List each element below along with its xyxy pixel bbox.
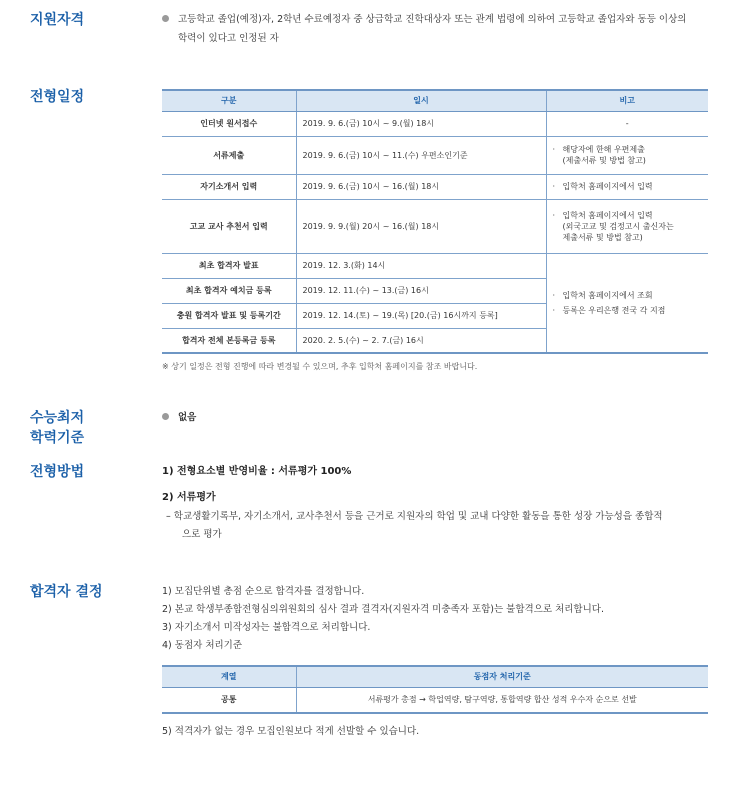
schedule-body (162, 89, 710, 372)
row-date: 2019. 12. 14.(토) ~ 19.(목) [20.(금) 16시까지 등록] (296, 303, 546, 328)
method-item-2-desc (162, 508, 710, 544)
row-note: - (546, 111, 708, 136)
row-name: 고교 교사 추천서 입력 (162, 199, 296, 253)
table-row (162, 111, 708, 136)
schedule-footnote: ※ 상기 일정은 전형 진행에 따라 변경될 수 있으며, 추후 입학처 홈페이지를 참조 바랍니다. (162, 362, 478, 371)
eligibility-title: 지원자격 (30, 12, 85, 28)
schedule-header-row (162, 90, 708, 111)
csat-title-line-1: 수능최저 (30, 410, 85, 426)
note-bullet: · (552, 305, 556, 315)
row-note (546, 136, 708, 174)
method-desc-line-2: 으로 평가 (182, 529, 222, 540)
header-rule: 동점자 처리기준 (296, 666, 708, 687)
csat-title-line-2: 학력기준 (30, 430, 85, 446)
decision-item-1: 1) 모집단위별 총점 순으로 합격자를 결정합니다. (162, 586, 365, 597)
decision-body (162, 583, 710, 741)
row-date: 2020. 2. 5.(수) ~ 2. 7.(금) 16시 (296, 328, 546, 353)
row-name: 서류제출 (162, 136, 296, 174)
decision-item-4: 4) 동점자 처리기준 (162, 640, 243, 651)
row-date: 2019. 9. 6.(금) 10시 ~ 9.(월) 18시 (296, 111, 546, 136)
tie-break-table (162, 665, 708, 714)
table-row (162, 687, 708, 713)
tie-rule: 서류평가 총점 → 학업역량, 탐구역량, 통합역량 합산 성적 우수자 순으로 선발 (296, 687, 708, 713)
bullet-icon (162, 413, 169, 420)
row-date: 2019. 9. 9.(월) 20시 ~ 16.(월) 18시 (296, 199, 546, 253)
row-note-merged (546, 253, 708, 353)
row-name: 인터넷 원서접수 (162, 111, 296, 136)
table-row (162, 253, 708, 278)
tie-group: 공통 (162, 687, 296, 713)
row-name: 최초 합격자 발표 (162, 253, 296, 278)
row-date: 2019. 12. 3.(화) 14시 (296, 253, 546, 278)
decision-item-3: 3) 자기소개서 미작성자는 불합격으로 처리합니다. (162, 622, 371, 633)
row-date: 2019. 9. 6.(금) 10시 ~ 11.(수) 우편소인기준 (296, 136, 546, 174)
note-bullet: · (552, 290, 556, 300)
note-text: 등록은 우리은행 전국 각 지점 (562, 305, 666, 315)
schedule-title: 전형일정 (30, 89, 85, 105)
tie-header-row (162, 666, 708, 687)
row-date: 2019. 9. 6.(금) 10시 ~ 16.(월) 18시 (296, 174, 546, 199)
row-name: 충원 합격자 발표 및 등록기간 (162, 303, 296, 328)
note-text: 제출서류 및 방법 참고) (562, 232, 643, 242)
row-note (546, 174, 708, 199)
row-name: 최초 합격자 예치금 등록 (162, 278, 296, 303)
row-date: 2019. 12. 11.(수) ~ 13.(금) 16시 (296, 278, 546, 303)
table-row (162, 174, 708, 199)
note-text: (제출서류 및 방법 참고) (562, 156, 646, 165)
note-text: 입학처 홈페이지에서 입력 (562, 182, 653, 191)
row-note (546, 199, 708, 253)
method-item-1: 1) 전형요소별 반영비율 : 서류평가 100% (162, 466, 352, 477)
eligibility-text (162, 10, 710, 48)
row-name: 합격자 전체 본등록금 등록 (162, 328, 296, 353)
note-bullet: · (552, 182, 556, 191)
csat-body (162, 408, 710, 427)
method-desc-line-1: – 학교생활기록부, 자기소개서, 교사추천서 등을 근거로 지원자의 학업 및 교내 다양한 활동을 통한 성장 가능성을 종합적 (166, 511, 663, 522)
csat-title (30, 408, 84, 448)
schedule-table (162, 89, 708, 354)
decision-item-2: 2) 본교 학생부종합전형심의위원회의 심사 결과 결격자(지원자격 미충족자 포함)는 불합격으로 처리합니다. (162, 604, 604, 615)
eligibility-line-2: 학력이 있다고 인정된 자 (178, 33, 279, 44)
note-bullet: · (552, 145, 556, 154)
method-title: 전형방법 (30, 464, 85, 480)
header-category: 구분 (162, 90, 296, 111)
decision-title: 합격자 결정 (30, 584, 103, 600)
row-name: 자기소개서 입력 (162, 174, 296, 199)
eligibility-line-1: 고등학교 졸업(예정)자, 2학년 수료예정자 중 상급학교 진학대상자 또는 관계 법령에 의하여 고등학교 졸업자와 동등 이상의 (178, 14, 687, 25)
decision-item-5: 5) 적격자가 없는 경우 모집인원보다 적게 선발할 수 있습니다. (162, 726, 420, 737)
bullet-icon (162, 15, 169, 22)
method-body (162, 463, 710, 544)
header-group: 계열 (162, 666, 296, 687)
table-row (162, 136, 708, 174)
method-item-2: 2) 서류평가 (162, 492, 216, 503)
note-text: (외국고교 및 검정고시 출신자는 (562, 221, 674, 231)
table-row (162, 199, 708, 253)
note-text: 입학처 홈페이지에서 조회 (562, 290, 653, 300)
note-text: 입학처 홈페이지에서 입력 (562, 210, 653, 220)
csat-value: 없음 (178, 412, 197, 423)
note-bullet: · (552, 210, 556, 220)
header-date: 일시 (296, 90, 546, 111)
csat-value-line (162, 408, 710, 427)
header-note: 비고 (546, 90, 708, 111)
eligibility-body (162, 10, 710, 48)
note-text: 해당자에 한해 우편제출 (562, 145, 645, 154)
